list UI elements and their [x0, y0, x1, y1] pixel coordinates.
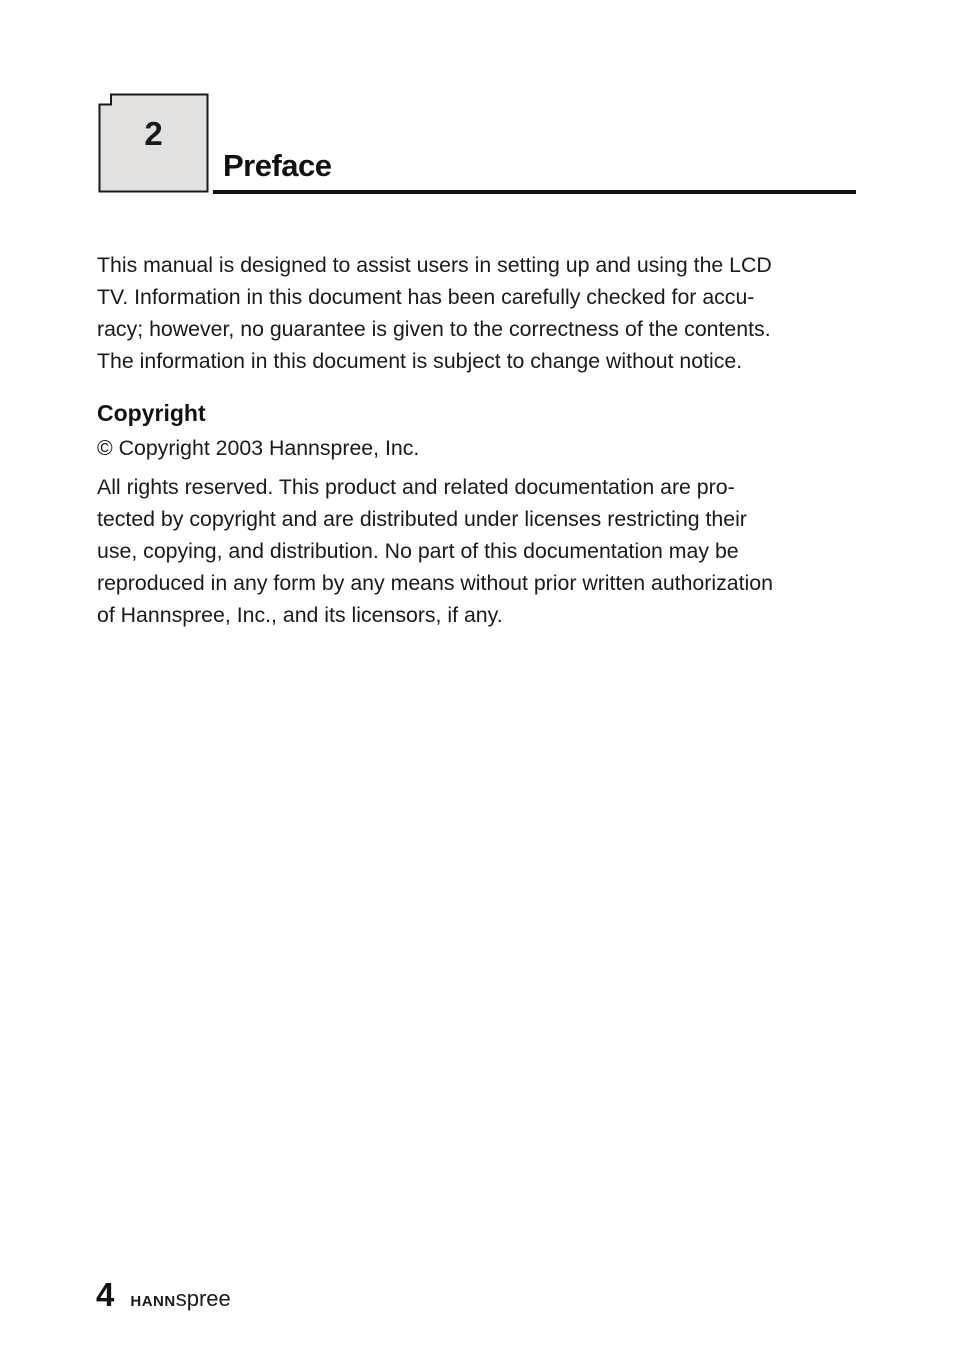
copyright-line: © Copyright 2003 Hannspree, Inc. [97, 436, 420, 460]
chapter-tab [98, 93, 209, 193]
brand-logo-light: spree [175, 1286, 231, 1311]
page-footer [96, 1276, 231, 1316]
copyright-heading: Copyright [97, 400, 206, 426]
brand-logo [130, 1286, 230, 1312]
rights-paragraph: All rights reserved. This product and related documentation are pro- tected by copyright and are distributed under licenses restricting their use, copying, and distribution. No part of this documentation may be reproduced in any form by any means without prior written authorization of Hannspree, Inc., and its licensors, if any. [97, 475, 773, 627]
page-number: 4 [96, 1276, 115, 1313]
chapter-title: Preface [223, 148, 332, 183]
brand-logo-strong: HANN [130, 1293, 176, 1310]
chapter-number: 2 [144, 115, 163, 152]
intro-paragraph: This manual is designed to assist users in setting up and using the LCD TV. Information in this document has been carefully checked for accu- racy; however, no guarantee is given to the correctness of the contents. The information in this document is subject to change without notice. [97, 253, 772, 373]
title-rule [213, 190, 856, 194]
